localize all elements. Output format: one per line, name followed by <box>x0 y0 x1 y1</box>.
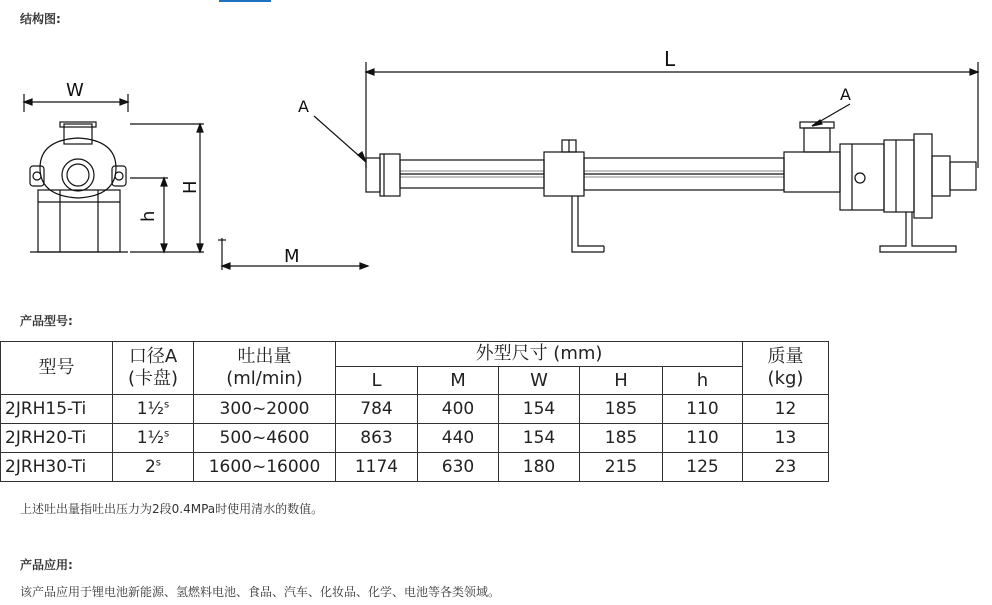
cell-model: 2JRH15-Ti <box>1 395 113 424</box>
header-flow-line1: 吐出量 <box>237 346 292 367</box>
application-text: 该产品应用于锂电池新能源、氢燃料电池、食品、汽车、化妆品、化学、电池等各类领域。 <box>20 585 501 599</box>
cell-w: 154 <box>499 395 580 424</box>
cell-mass: 23 <box>743 453 829 482</box>
flow-note: 上述吐出量指吐出压力为2段0.4MPa时使用清水的数值。 <box>20 502 324 516</box>
cell-m: 630 <box>418 453 499 482</box>
cell-port: 2$^s$ <box>113 453 194 482</box>
table-row <box>1 395 829 424</box>
end-view-drawing <box>24 94 204 252</box>
cell-model: 2JRH20-Ti <box>1 424 113 453</box>
spec-table <box>0 341 829 482</box>
table-row <box>1 424 829 453</box>
header-port-line1: 口径A <box>128 346 178 367</box>
header-flow <box>194 342 336 395</box>
front-view-drawing <box>366 122 976 252</box>
cell-mass: 13 <box>743 424 829 453</box>
header-h-upper: H <box>580 367 663 395</box>
l-dimension <box>366 62 978 168</box>
table-row <box>1 453 829 482</box>
cell-h-lower: 125 <box>663 453 743 482</box>
header-dimensions: 外型尺寸 (mm) <box>336 342 743 367</box>
cell-mass: 12 <box>743 395 829 424</box>
model-section-title: 产品型号: <box>20 314 73 328</box>
cell-h-upper: 185 <box>580 424 663 453</box>
dim-label-w: W <box>66 80 84 101</box>
header-mass-line1: 质量 <box>767 346 804 367</box>
cell-w: 154 <box>499 424 580 453</box>
dim-label-h-lower: h <box>138 210 159 222</box>
label-a-left: A <box>298 97 309 116</box>
header-m: M <box>418 367 499 395</box>
cell-port: 1½$^s$ <box>113 395 194 424</box>
cell-flow: 500~4600 <box>194 424 336 453</box>
cell-port: 1½$^s$ <box>113 424 194 453</box>
cell-flow: 300~2000 <box>194 395 336 424</box>
dim-label-l: L <box>664 47 676 71</box>
header-w: W <box>499 367 580 395</box>
header-port <box>113 342 194 395</box>
cell-l: 784 <box>336 395 418 424</box>
cell-l: 863 <box>336 424 418 453</box>
header-h-lower: h <box>663 367 743 395</box>
cell-h-lower: 110 <box>663 395 743 424</box>
cell-w: 180 <box>499 453 580 482</box>
cell-m: 400 <box>418 395 499 424</box>
header-model: 型号 <box>1 342 113 395</box>
header-flow-line2: (ml/min) <box>226 368 303 389</box>
cell-h-upper: 185 <box>580 395 663 424</box>
cell-m: 440 <box>418 424 499 453</box>
structure-drawing <box>0 0 992 300</box>
label-a-right: A <box>840 85 851 104</box>
header-mass-line2: (kg) <box>767 368 804 389</box>
dim-label-m: M <box>284 246 300 267</box>
cell-h-upper: 215 <box>580 453 663 482</box>
dim-label-h-upper: H <box>180 180 201 194</box>
cell-model: 2JRH30-Ti <box>1 453 113 482</box>
application-section-title: 产品应用: <box>20 558 73 572</box>
header-l: L <box>336 367 418 395</box>
cell-flow: 1600~16000 <box>194 453 336 482</box>
cell-h-lower: 110 <box>663 424 743 453</box>
structure-section-title: 结构图: <box>20 12 61 26</box>
header-mass <box>743 342 829 395</box>
cell-l: 1174 <box>336 453 418 482</box>
header-port-line2: (卡盘) <box>127 368 179 389</box>
